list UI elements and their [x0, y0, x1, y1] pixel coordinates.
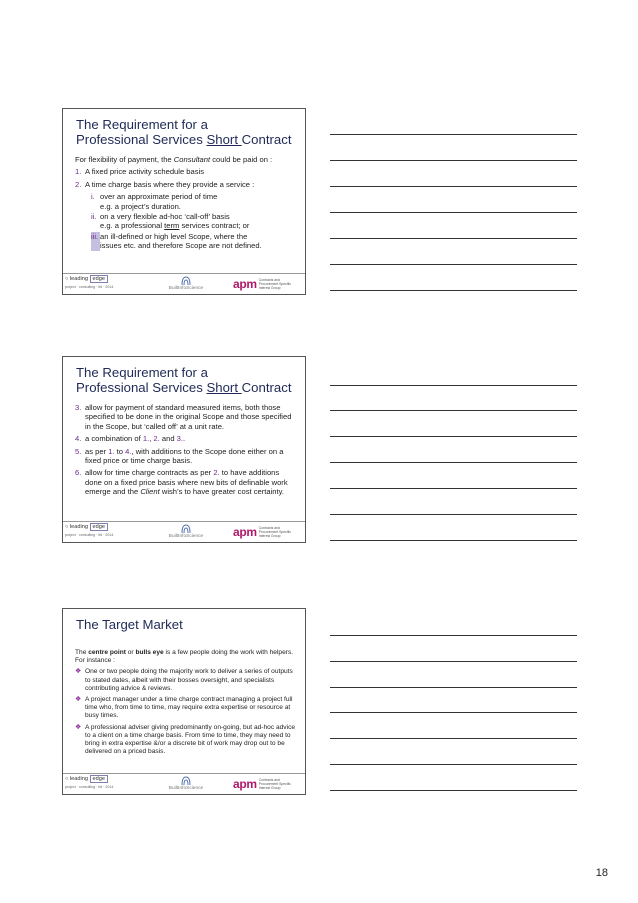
notes-line — [330, 540, 577, 541]
intro-text: The centre point or bulls eye is a few people doing the work with helpers. For instance : — [75, 649, 294, 665]
apm-logo: apm Contracts and Procurement Specific Interest Group — [233, 277, 292, 291]
slide-title: The Requirement for a Professional Services Short Contract — [76, 365, 292, 395]
list-item: 2. A time charge basis where they provide a service : — [75, 179, 255, 189]
notes-line — [330, 687, 577, 688]
sub-item: iii. an ill-defined or high level Scope, where the issues etc. and therefore Scope are not defined. — [91, 231, 262, 251]
builtinfoscience-logo: BuiltInfoScience — [161, 275, 211, 291]
diamond-bullet-icon: ❖ — [75, 696, 82, 704]
list-item: 5. as per 1. to 4., with additions to the Scope done either on a fixed price or time charge basis. — [75, 446, 284, 466]
sub-item: i. over an approximate period of time e.g. a project’s duration. — [91, 192, 218, 211]
diamond-bullet-icon: ❖ — [75, 723, 82, 731]
slide-3 — [62, 608, 306, 795]
notes-line — [330, 738, 577, 739]
list-item: 1. A fixed price activity schedule basis — [75, 167, 205, 177]
slide-body — [75, 649, 297, 759]
notes-line — [330, 488, 577, 489]
intro-text: For flexibility of payment, the Consultant could be paid on : — [75, 155, 273, 164]
slide-body — [75, 155, 297, 252]
leading-edge-logo: ○ leading edge project · consulting · ltd · 2014 — [65, 776, 114, 789]
notes-line — [330, 790, 577, 791]
slide-body — [75, 403, 297, 500]
slide-title: The Requirement for a Professional Services Short Contract — [76, 117, 292, 147]
notes-line — [330, 238, 577, 239]
list-item: 3. allow for payment of standard measured items, both those specified to be done in the original Scope and those specified in the Scope, but ‘called off’ at a unit rate. — [75, 403, 292, 431]
builtinfoscience-logo: BuiltInfoScience — [161, 523, 211, 539]
apm-logo: apm Contracts and Procurement Specific Interest Group — [233, 525, 292, 539]
notes-line — [330, 514, 577, 515]
notes-line — [330, 462, 577, 463]
builtinfoscience-logo: BuiltInfoScience — [161, 775, 211, 791]
notes-line — [330, 764, 577, 765]
apm-logo: apm Contracts and Procurement Specific Interest Group — [233, 777, 292, 791]
bullet-item: ❖ A professional adviser giving predominantly on-going, but ad-hoc advice to a client on a time charge basis. From time to time, they may need to bring in extra expertise &/or a discrete bit of work may drop out to be delivered on a priced basis. — [75, 723, 296, 756]
notes-line — [330, 186, 577, 187]
notes-line — [330, 134, 577, 135]
slide-2 — [62, 356, 306, 543]
notes-line — [330, 712, 577, 713]
slide-title: The Target Market — [76, 617, 183, 632]
list-item: 4. a combination of 1., 2. and 3.. — [75, 434, 186, 444]
notes-line — [330, 385, 577, 386]
slide-footer — [63, 273, 305, 294]
notes-line — [330, 410, 577, 411]
bullet-item: ❖ A project manager under a time charge contract managing a project full time who, from time to time, may require extra expertise or resource at busy times. — [75, 696, 293, 720]
list-item: 6. allow for time charge contracts as per 2. to have additions done on a fixed price basis where new bits of definable work emerge and the Client wish’s to have greater cost certainty. — [75, 468, 288, 497]
notes-line — [330, 635, 577, 636]
notes-line — [330, 661, 577, 662]
bullet-item: ❖ One or two people doing the majority work to deliver a series of outputs to stated dates, albeit with their bosses oversight, and specialists contributing advice & reviews. — [75, 668, 293, 692]
leading-edge-logo: ○ leading edge project · consulting · ltd · 2014 — [65, 524, 114, 537]
notes-line — [330, 264, 577, 265]
notes-line — [330, 212, 577, 213]
leading-edge-logo: ○ leading edge project · consulting · ltd · 2014 — [65, 276, 114, 289]
slide-1 — [62, 108, 306, 295]
notes-line — [330, 160, 577, 161]
diamond-bullet-icon: ❖ — [75, 668, 82, 676]
sub-item: ii. on a very flexible ad-hoc ‘call-off’ basis e.g. a professional term services contract; or — [91, 212, 250, 231]
notes-line — [330, 436, 577, 437]
slide-footer — [63, 773, 305, 794]
notes-line — [330, 290, 577, 291]
page-number: 18 — [595, 867, 608, 879]
slide-footer — [63, 521, 305, 542]
